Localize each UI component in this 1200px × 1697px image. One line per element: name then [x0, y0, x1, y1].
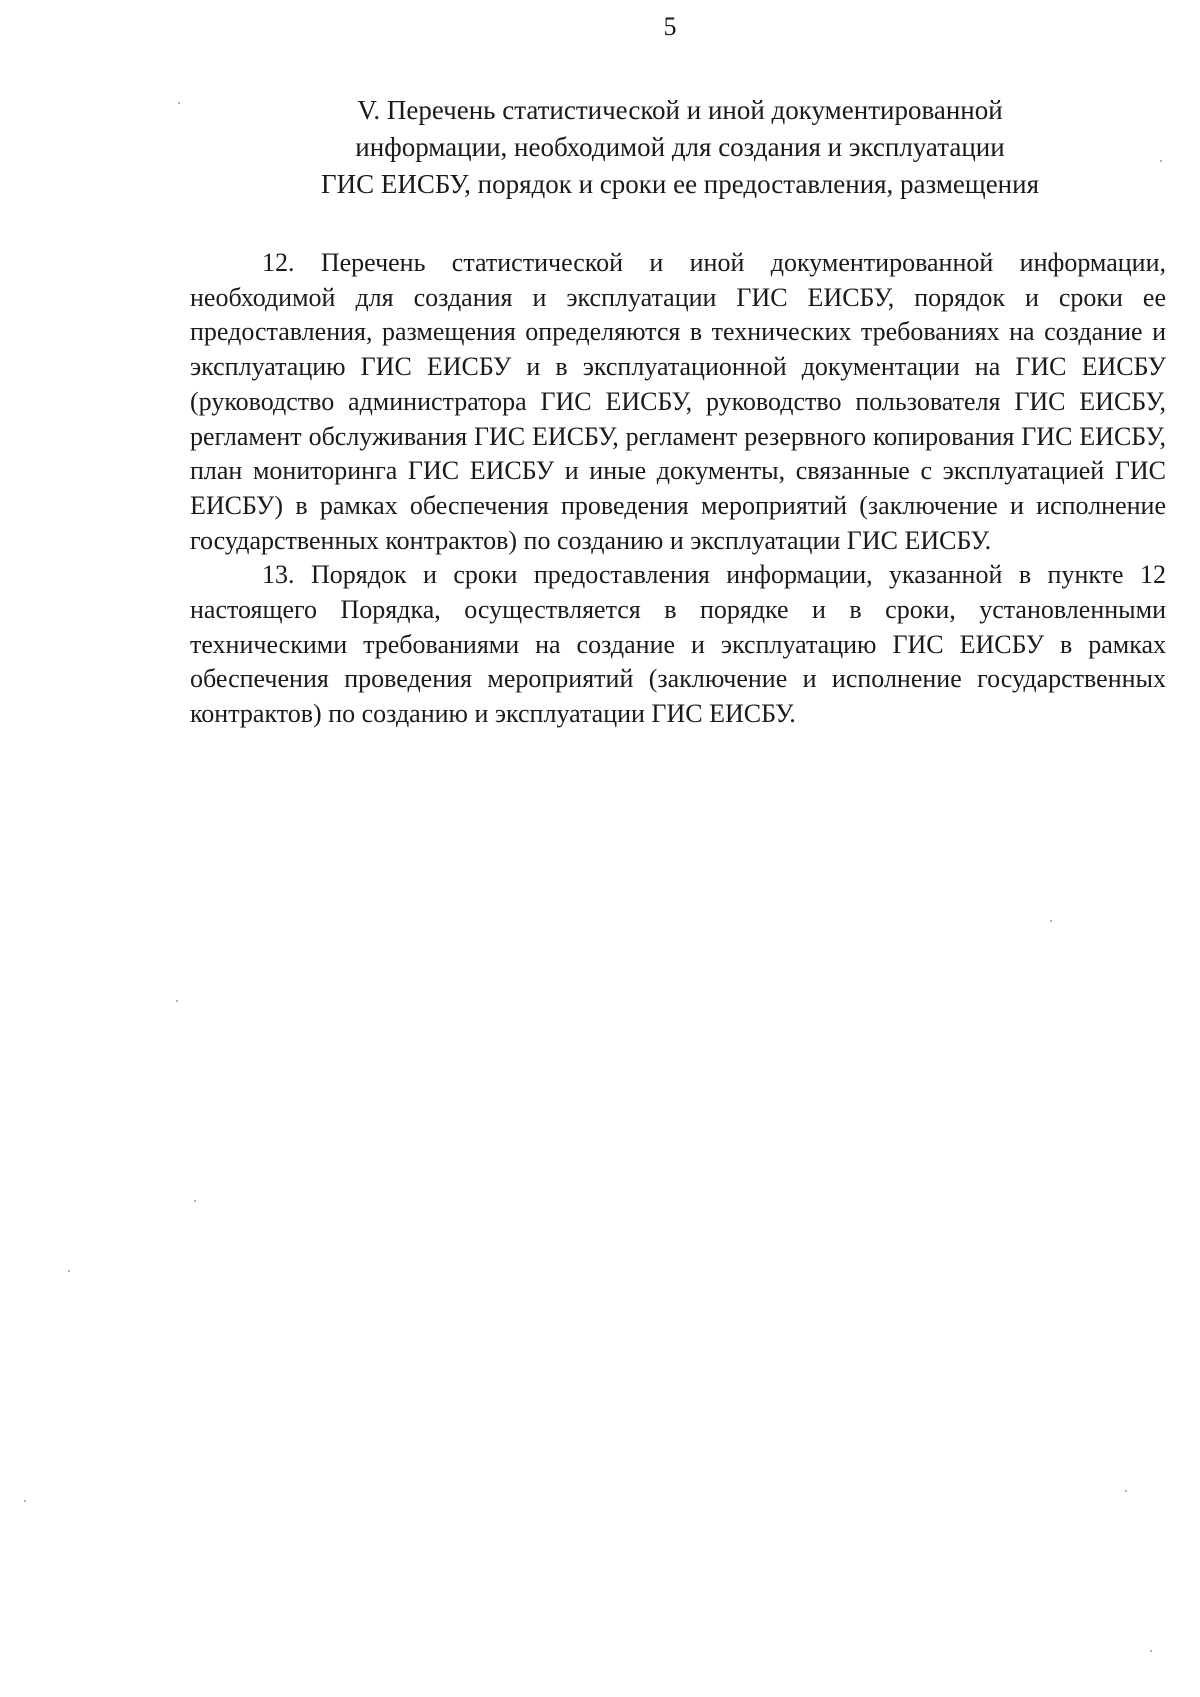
scan-speck	[194, 1200, 196, 1202]
page-number: 5	[663, 12, 677, 41]
section-title-line: информации, необходимой для создания и эксплуатации	[355, 132, 1005, 162]
body-text	[190, 246, 1166, 732]
section-title-line: V. Перечень статистической и иной документированной	[357, 95, 1003, 125]
scan-speck	[176, 1000, 178, 1002]
paragraph-12: 12. Перечень статистической и иной документированной информации, необходимой для создания и эксплуатации ГИС ЕИСБУ, порядок и сроки ее предоставления, размещения определяются в технических требованиях на создание и эксплуатацию ГИС ЕИСБУ и в эксплуатационной документации на ГИС ЕИСБУ (руководство администратора ГИС ЕИСБУ, руководство пользователя ГИС ЕИСБУ, регламент обслуживания ГИС ЕИСБУ, регламент резервного копирования ГИС ЕИСБУ, план мониторинга ГИС ЕИСБУ и иные документы, связанные с эксплуатацией ГИС ЕИСБУ) в рамках обеспечения проведения мероприятий (заключение и исполнение государственных контрактов) по созданию и эксплуатации ГИС ЕИСБУ.	[190, 248, 1166, 555]
scan-speck	[1050, 920, 1052, 922]
section-title	[190, 92, 1170, 203]
scan-speck	[1125, 1490, 1127, 1492]
section-title-line: ГИС ЕИСБУ, порядок и сроки ее предоставления, размещения	[320, 169, 1039, 199]
scan-speck	[178, 102, 180, 104]
scan-speck	[1150, 1650, 1152, 1652]
scan-speck	[68, 1270, 70, 1272]
scan-speck	[24, 1500, 26, 1502]
scan-speck	[1160, 160, 1162, 162]
paragraph-13: 13. Порядок и сроки предоставления информации, указанной в пункте 12 настоящего Порядка, осуществляется в порядке и в сроки, установленными техническими требованиями на создание и эксплуатацию ГИС ЕИСБУ в рамках обеспечения проведения мероприятий (заключение и исполнение государственных контрактов) по созданию и эксплуатации ГИС ЕИСБУ.	[190, 560, 1166, 729]
